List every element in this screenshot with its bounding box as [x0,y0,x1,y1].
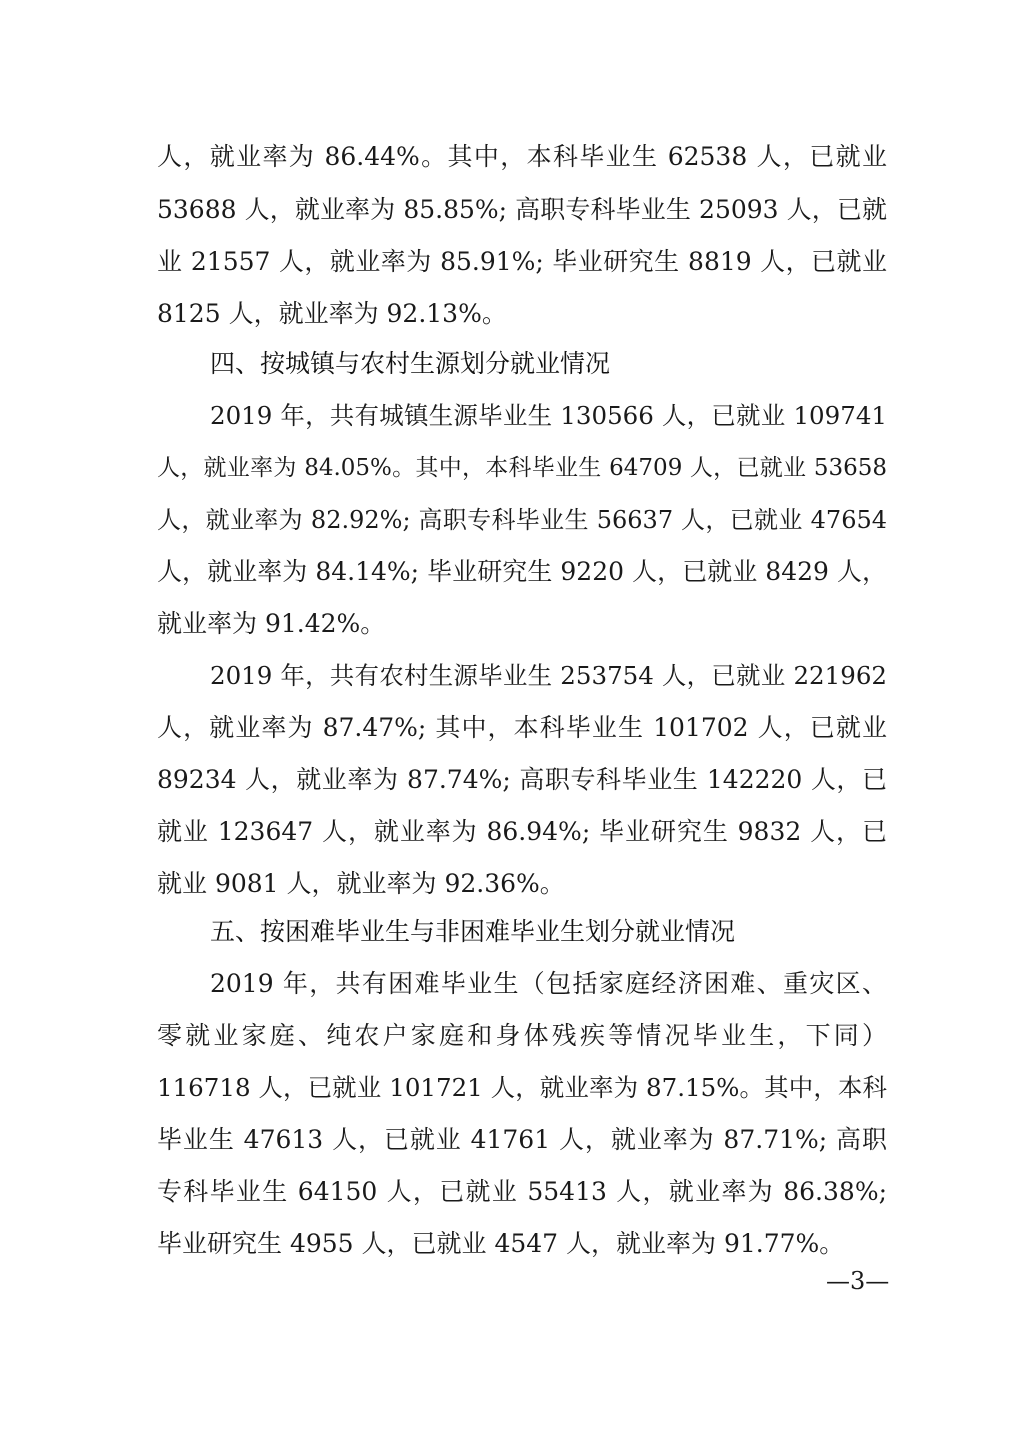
paragraph-line: 人，就业率为 84.14%; 毕业研究生 9220 人，已就业 8429 人， [157,557,887,586]
paragraph-line: 人，就业率为 86.44%。其中，本科毕业生 62538 人，已就业 [157,142,887,171]
paragraph-line: 人，就业率为 84.05%。其中，本科毕业生 64709 人，已就业 53658 [157,455,887,481]
paragraph-line: 专科毕业生 64150 人，已就业 55413 人，就业率为 86.38%; [157,1177,887,1206]
paragraph-line: 业 21557 人，就业率为 85.91%; 毕业研究生 8819 人，已就业 [157,247,887,276]
paragraph-line: 毕业研究生 4955 人，已就业 4547 人，就业率为 91.77%。 [157,1229,845,1258]
page-number: —3— [826,1267,890,1295]
paragraph-line: 人，就业率为 82.92%; 高职专科毕业生 56637 人，已就业 47654 [157,506,887,534]
section-heading-4: 四、按城镇与农村生源划分就业情况 [210,349,611,378]
paragraph-line: 2019 年，共有困难毕业生（包括家庭经济困难、重灾区、 [210,969,887,998]
paragraph-line: 8125 人，就业率为 92.13%。 [157,299,507,328]
paragraph-line: 就业 9081 人，就业率为 92.36%。 [157,869,565,898]
paragraph-line: 53688 人，就业率为 85.85%; 高职专科毕业生 25093 人，已就 [157,195,887,224]
paragraph-line: 2019 年，共有农村生源毕业生 253754 人，已就业 221962 [210,661,887,690]
paragraph-line: 人，就业率为 87.47%; 其中，本科毕业生 101702 人，已就业 [157,713,887,742]
paragraph-line: 89234 人，就业率为 87.74%; 高职专科毕业生 142220 人，已 [157,765,887,794]
paragraph-line: 零就业家庭、纯农户家庭和身体残疾等情况毕业生，下同） [157,1021,887,1050]
section-heading-5: 五、按困难毕业生与非困难毕业生划分就业情况 [210,917,736,946]
paragraph-line: 就业 123647 人，就业率为 86.94%; 毕业研究生 9832 人，已 [157,817,887,846]
paragraph-line: 2019 年，共有城镇生源毕业生 130566 人，已就业 109741 [210,401,887,430]
paragraph-line: 毕业生 47613 人，已就业 41761 人，就业率为 87.71%; 高职 [157,1125,887,1154]
paragraph-line: 116718 人，已就业 101721 人，就业率为 87.15%。其中，本科 [157,1073,887,1102]
paragraph-line: 就业率为 91.42%。 [157,609,386,638]
